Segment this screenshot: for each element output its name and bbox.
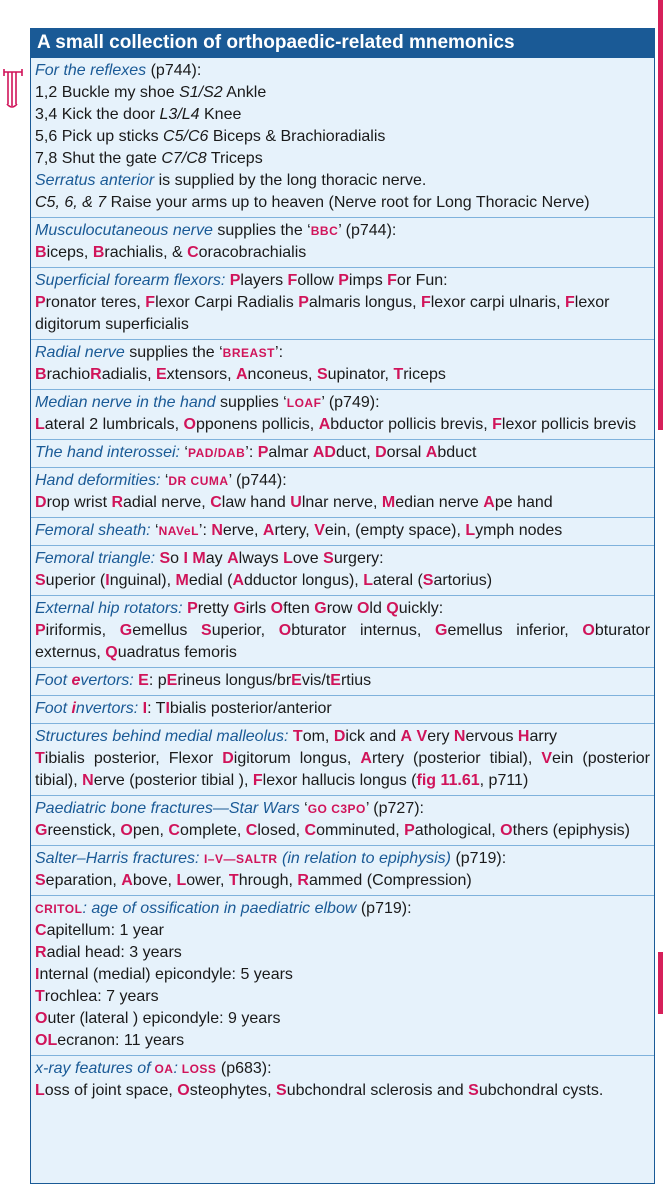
xray-oa-heading: x-ray features of OA: LOSS (p683): bbox=[35, 1060, 272, 1077]
long-thoracic-line: C5, 6, & 7 Raise your arms up to heaven (Nerve root for Long Thoracic Nerve) bbox=[35, 194, 590, 211]
femoral-sheath-line: Femoral sheath: ‘NAVeL’: Nerve, Artery, Vein, (empty space), Lymph nodes bbox=[35, 522, 563, 539]
reflex-knee: 3,4 Kick the door L3/L4 Knee bbox=[35, 106, 242, 123]
serratus-line: Serratus anterior is supplied by the long thoracic nerve. bbox=[35, 172, 427, 189]
page-edge-tab-top bbox=[658, 0, 663, 430]
section-hand-deformities bbox=[31, 468, 654, 518]
forearm-flexors-list: Pronator teres, Flexor Carpi Radialis Palmaris longus, Flexor carpi ulnaris, Flexor digitorum superficialis bbox=[35, 294, 610, 333]
critol-item: Internal (medial) epicondyle: 5 years bbox=[35, 966, 293, 983]
salter-harris-heading: Salter–Harris fractures: I–V—SALTR (in relation to epiphysis) (p719): bbox=[35, 850, 507, 867]
section-xray-oa bbox=[31, 1056, 654, 1105]
critol-item: Radial head: 3 years bbox=[35, 944, 182, 961]
median-nerve-heading: Median nerve in the hand supplies ‘LOAF’ (p749): bbox=[35, 394, 380, 411]
hammer-icon bbox=[2, 66, 24, 110]
hand-deformities-list: Drop wrist Radial nerve, Claw hand Ulnar nerve, Median nerve Ape hand bbox=[35, 494, 553, 511]
critol-item: OLecranon: 11 years bbox=[35, 1032, 185, 1049]
critol-item: Capitellum: 1 year bbox=[35, 922, 164, 939]
section-foot-evertors bbox=[31, 668, 654, 696]
section-radial-nerve bbox=[31, 340, 654, 390]
musculocutaneous-heading: Musculocutaneous nerve supplies the ‘BBC’ (p744): bbox=[35, 222, 397, 239]
section-hand-interossei bbox=[31, 440, 654, 468]
section-medial-malleolus bbox=[31, 724, 654, 796]
section-salter-harris bbox=[31, 846, 654, 896]
reflexes-heading: For the reflexes (p744): bbox=[35, 62, 202, 79]
musculocutaneous-list: Biceps, Brachialis, & Coracobrachialis bbox=[35, 244, 307, 261]
foot-evertors-line: Foot evertors: E: pErineus longus/brEvis/tErtius bbox=[35, 672, 372, 689]
section-femoral-sheath bbox=[31, 518, 654, 546]
xray-oa-list: Loss of joint space, Osteophytes, Subchondral sclerosis and Subchondral cysts. bbox=[35, 1082, 604, 1099]
paediatric-fractures-heading: Paediatric bone fractures—Star Wars ‘GO C3PO’ (p727): bbox=[35, 800, 424, 817]
foot-invertors-line: Foot invertors: I: TIbialis posterior/anterior bbox=[35, 700, 332, 717]
section-hip-rotators bbox=[31, 596, 654, 668]
hand-interossei-line: The hand interossei: ‘PAD/DAB’: Palmar ADduct, Dorsal Abduct bbox=[35, 444, 477, 461]
reflex-ankle: 1,2 Buckle my shoe S1/S2 Ankle bbox=[35, 84, 267, 101]
section-femoral-triangle bbox=[31, 546, 654, 596]
hip-rotators-list: Piriformis, Gemellus Superior, Obturator internus, Gemellus inferior, Obturator externus, Quadratus femoris bbox=[35, 622, 651, 661]
section-musculocutaneous bbox=[31, 218, 654, 268]
page-edge-tab-middle bbox=[658, 952, 663, 1014]
reflex-triceps: 7,8 Shut the gate C7/C8 Triceps bbox=[35, 150, 263, 167]
reflex-biceps: 5,6 Pick up sticks C5/C6 Biceps & Brachioradialis bbox=[35, 128, 386, 145]
hand-deformities-heading: Hand deformities: ‘DR CUMA’ (p744): bbox=[35, 472, 287, 489]
mnemonics-box bbox=[30, 28, 655, 1184]
section-paediatric-fractures bbox=[31, 796, 654, 846]
critol-heading: CRITOL: age of ossification in paediatric elbow (p719): bbox=[35, 900, 412, 917]
critol-item: Outer (lateral ) epicondyle: 9 years bbox=[35, 1010, 281, 1027]
femoral-triangle-list: Superior (Inguinal), Medial (Adductor longus), Lateral (Sartorius) bbox=[35, 572, 493, 589]
figure-link[interactable]: fig 11.61 bbox=[416, 772, 480, 789]
forearm-flexors-heading: Superficial forearm flexors: Players Follow Pimps For Fun: bbox=[35, 272, 448, 289]
section-critol bbox=[31, 896, 654, 1056]
median-nerve-list: Lateral 2 lumbricals, Opponens pollicis, Abductor pollicis brevis, Flexor pollicis brevis bbox=[35, 416, 637, 433]
hip-rotators-heading: External hip rotators: Pretty Girls Often Grow Old Quickly: bbox=[35, 600, 444, 617]
section-reflexes bbox=[31, 58, 654, 218]
critol-item: Trochlea: 7 years bbox=[35, 988, 159, 1005]
medial-malleolus-heading: Structures behind medial malleolus: Tom, Dick and A Very Nervous Harry bbox=[35, 728, 558, 745]
section-forearm-flexors bbox=[31, 268, 654, 340]
radial-nerve-heading: Radial nerve supplies the ‘BREAST’: bbox=[35, 344, 284, 361]
section-median-nerve bbox=[31, 390, 654, 440]
medial-malleolus-list: Tibialis posterior, Flexor Digitorum longus, Artery (posterior tibial), Vein (posterior tibial), Nerve (posterior tibial ), Flexor hallucis longus (fig 11.61, p711) bbox=[35, 750, 651, 789]
paediatric-fractures-list: Greenstick, Open, Complete, Closed, Comminuted, Pathological, Others (epiphysis) bbox=[35, 822, 630, 839]
femoral-triangle-heading: Femoral triangle: So I May Always Love Surgery: bbox=[35, 550, 384, 567]
section-foot-invertors bbox=[31, 696, 654, 724]
salter-harris-list: Separation, Above, Lower, Through, Rammed (Compression) bbox=[35, 872, 472, 889]
box-title: A small collection of orthopaedic-related mnemonics bbox=[31, 29, 654, 58]
radial-nerve-list: BrachioRadialis, Extensors, Anconeus, Supinator, Triceps bbox=[35, 366, 446, 383]
